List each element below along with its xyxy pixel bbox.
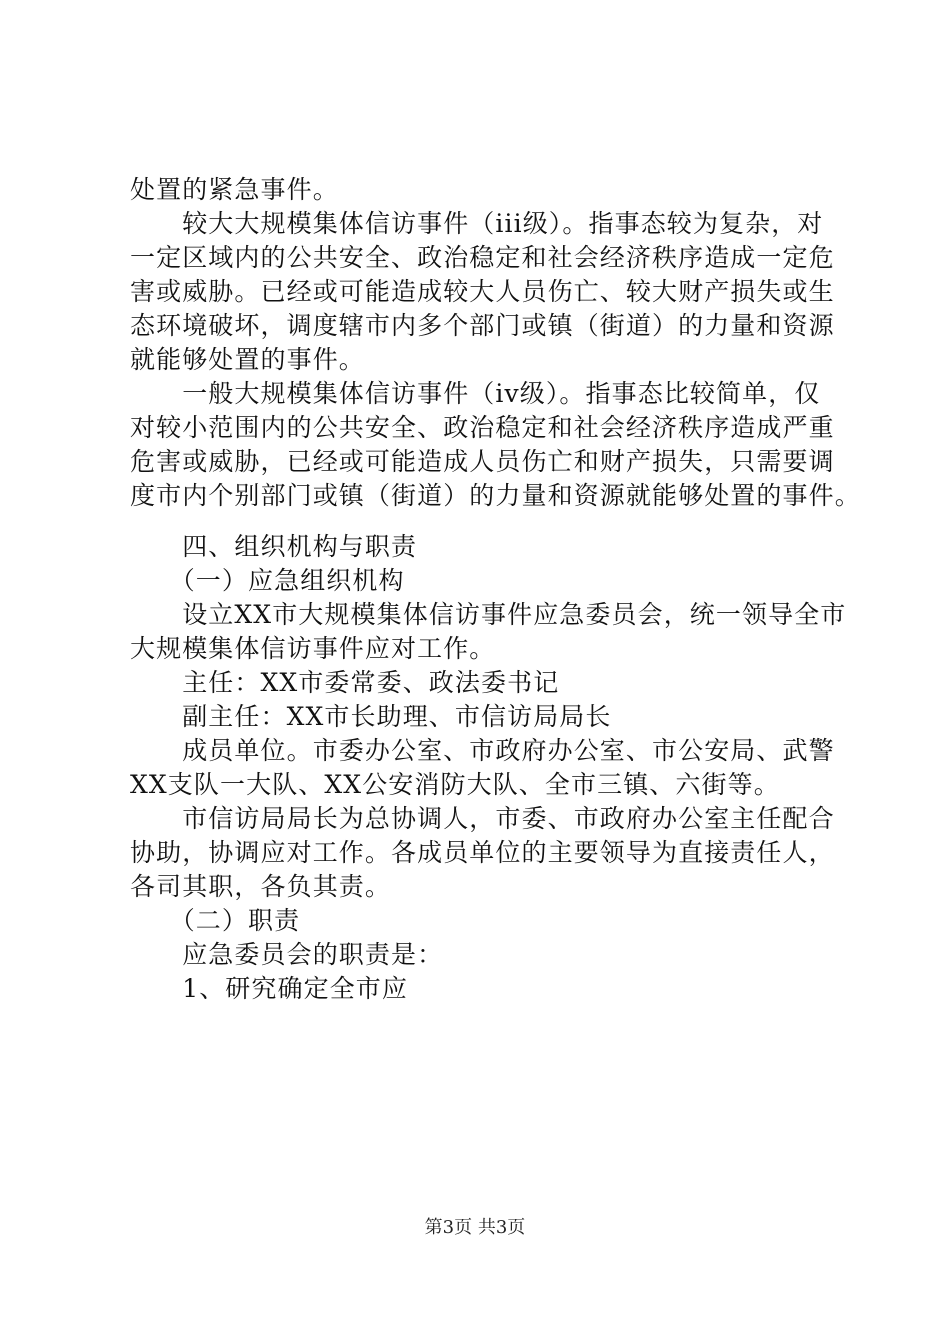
text-line: 协助，协调应对工作。各成员单位的主要领导为直接责任人， xyxy=(130,838,835,867)
text-line: 就能够处置的事件。 xyxy=(130,345,365,374)
page-number: 第3页 共3页 xyxy=(424,1217,526,1238)
text-line: 设立XX市大规模集体信访事件应急委员会，统一领导全市 xyxy=(130,600,847,629)
text-line: 各司其职，各负其责。 xyxy=(130,872,392,901)
text-line: 成员单位。市委办公室、市政府办公室、市公安局、武警 xyxy=(130,736,835,765)
text-line: 大规模集体信访事件应对工作。 xyxy=(130,634,496,663)
text-line: 1、研究确定全市应 xyxy=(130,974,409,1003)
text-line: 副主任：XX市长助理、市信访局局长 xyxy=(130,702,612,731)
text-line: 较大大规模集体信访事件（iii级）。指事态较为复杂，对 xyxy=(130,209,824,238)
subsection-heading: （二）职责 xyxy=(130,906,301,935)
text-line: 应急委员会的职责是： xyxy=(130,940,444,969)
text-line: 一定区域内的公共安全、政治稳定和社会经济秩序造成一定危 xyxy=(130,243,835,272)
text-line: 处置的紧急事件。 xyxy=(130,175,339,204)
text-line: 市信访局局长为总协调人，市委、市政府办公室主任配合 xyxy=(130,804,835,833)
text-line: 主任：XX市委常委、政法委书记 xyxy=(130,668,560,697)
text-line: XX支队一大队、XX公安消防大队、全市三镇、六街等。 xyxy=(130,770,780,799)
text-line: 对较小范围内的公共安全、政治稳定和社会经济秩序造成严重 xyxy=(130,413,835,442)
text-line: 一般大规模集体信访事件（iv级）。指事态比较简单，仅 xyxy=(130,379,821,408)
text-line: 危害或威胁，已经或可能造成人员伤亡和财产损失，只需要调 xyxy=(130,447,835,476)
text-line: 度市内个别部门或镇（街道）的力量和资源就能够处置的事件。 xyxy=(130,481,861,510)
section-heading: 四、组织机构与职责 xyxy=(130,532,418,561)
text-line: 害或威胁。已经或可能造成较大人员伤亡、较大财产损失或生 xyxy=(130,277,835,306)
text-line: 态环境破坏，调度辖市内多个部门或镇（街道）的力量和资源 xyxy=(130,311,835,340)
subsection-heading: （一）应急组织机构 xyxy=(130,566,405,595)
